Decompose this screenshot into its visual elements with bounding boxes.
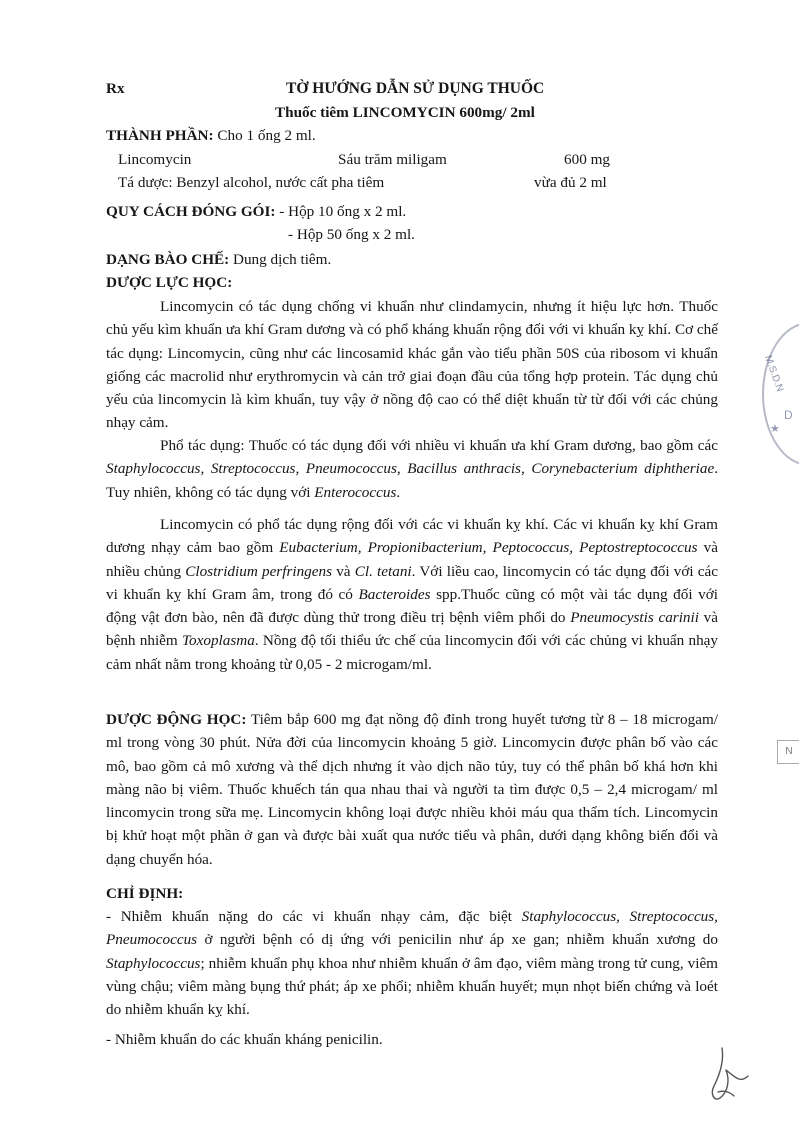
packaging-option-2: - Hộp 50 ống x 2 ml. — [288, 226, 415, 243]
text-run: ở người bệnh có dị ứng với penicilin như áp xe gan; nhiễm khuẩn xương do — [197, 931, 718, 949]
stamp-text: M.S.D.N — [762, 354, 786, 394]
text-run-italic: Pneumocystis carinii — [570, 609, 699, 627]
text-run-italic: Toxoplasma — [181, 632, 255, 650]
packaging-heading: QUY CÁCH ĐÓNG GÓI: — [106, 203, 276, 220]
dosage-form-text: Dung dịch tiêm. — [229, 251, 332, 268]
pharmacokinetics-paragraph — [106, 708, 718, 871]
text-run-italic: Staphylococcus — [106, 954, 201, 972]
text-run: Phổ tác dụng: Thuốc có tác dụng đối với nhiều vi khuẩn ưa khí Gram dương, bao gồm các — [160, 437, 718, 454]
text-run: và — [332, 562, 355, 580]
packaging-option-1: - Hộp 10 ống x 2 ml. — [275, 203, 407, 220]
text-run-italic: Staphylococcus, Streptococcus, Pneumococcus — [106, 908, 718, 949]
text-run: Lincomycin có phổ tác dụng rộng đối với các vi khuẩn kỵ khí. Các vi khuẩn kỵ khí Gram dương nhạy cảm bao gồm — [106, 516, 718, 557]
text-run-italic: Cl. tetani — [354, 562, 412, 580]
text-run-italic: Bacteroides — [358, 585, 431, 603]
text-run: spp.Thuốc cũng có một vài tác dụng đối với động vật đơn bào, nên đã được dùng thử trong điều trị bệnh viêm phổi do — [106, 585, 718, 627]
pharmacodynamics-paragraph-3 — [106, 513, 718, 676]
composition-row-1-name: Lincomycin — [118, 151, 192, 168]
composition-row-2-amount: vừa đủ 2 ml — [534, 174, 607, 191]
stamp-star-icon: ★ — [770, 423, 780, 435]
text-run: . Với liều cao, lincomycin có tác dụng đối với các vi khuẩn kỵ khí Gram âm, trong đó có — [106, 562, 719, 603]
pharmacokinetics-text: Tiêm bắp 600 mg đạt nồng độ đỉnh trong huyết tương từ 8 – 18 microgam/ ml trong vòng 30 phút. Nửa đời của lincomycin khoảng 5 giờ. Lincomycin được phân bố vào các mô, bao gồm cả mô xương và thể dịch nhưng ít vào dịch não tủy, tuy có thể phân bố khá hơn khi màng não bị viêm. Thuốc khuếch tán qua nhau thai và người ta tìm được 0,5 – 2,4 microgam/ ml lincomycin trong sữa mẹ. Lincomycin không loại được nhiều khỏi máu qua thẩm tích. Lincomycin bị khử hoạt một phần ở gan và được bài xuất qua nước tiểu và phân, dưới dạng không biến đổi và dạng chuyển hóa. — [106, 711, 718, 868]
composition-row-1-amount: 600 mg — [564, 151, 610, 168]
text-run: - Nhiễm khuẩn nặng do các vi khuẩn nhạy cảm, đặc biệt — [106, 908, 522, 925]
text-run-italic: Staphylococcus, Streptococcus, Pneumococcus, Bacillus anthracis, Corynebacterium diphtheriae — [106, 460, 715, 478]
indications-heading: CHỈ ĐỊNH: — [106, 885, 184, 902]
text-run: . Nồng độ tối thiểu ức chế của lincomycin đối với các chủng vi khuẩn nhạy cảm nhất nằm trong khoảng từ 0,05 - 2 microgam/ml. — [106, 632, 718, 673]
side-mark: N — [777, 740, 799, 764]
dosage-form-heading: DẠNG BÀO CHẾ: — [106, 251, 230, 268]
document-subtitle: Thuốc tiêm LINCOMYCIN 600mg/ 2ml — [275, 104, 535, 121]
indication-item-1 — [106, 905, 718, 1021]
pharmacodynamics-paragraph-1: Lincomycin có tác dụng chống vi khuẩn như clindamycin, nhưng ít hiệu lực hơn. Thuốc chủ yếu kìm khuẩn ưa khí Gram dương và có phổ kháng khuẩn rộng đối với vi khuẩn kỵ khí. Cơ chế tác dụng: Lincomycin, cũng như các lincosamid khác gắn vào tiểu phần 50S của ribosom vi khuẩn giống các macrolid như erythromycin và cản trở giai đoạn đầu của tổng hợp protein. Tác dụng chủ yếu của lincomycin là kìm khuẩn, tuy vậy ở nồng độ cao có thể diệt khuẩn từ từ đối với các chủng nhạy cảm. — [106, 298, 718, 432]
text-run: ; nhiễm khuẩn phụ khoa như nhiễm khuẩn ở âm đạo, viêm màng trong tử cung, viêm vùng chậu; viêm màng bụng thứ phát; áp xe phổi; nhiễm khuẩn huyết; mụn nhọt biến chứng và loét do nhiễm khuẩn kỵ khí. — [106, 954, 718, 1019]
composition-row-1-words: Sáu trăm miligam — [338, 151, 447, 168]
text-run: và nhiều chủng — [106, 539, 718, 580]
composition-line — [106, 124, 316, 147]
text-run-italic: Clostridium perfringens — [185, 562, 333, 580]
text-run-italic: Enterococcus — [314, 483, 397, 501]
handwritten-signature — [700, 1040, 760, 1110]
dosage-form-line — [106, 248, 331, 271]
pharmacodynamics-heading: DƯỢC LỰC HỌC: — [106, 274, 233, 291]
text-run: . Tuy nhiên, không có tác dụng với — [106, 460, 718, 501]
pharmacodynamics-paragraph-2 — [106, 434, 718, 504]
rx-mark: Rx — [106, 80, 125, 97]
text-run-italic: Eubacterium, Propionibacterium, Peptococcus, Peptostreptococcus — [279, 539, 698, 557]
composition-heading: THÀNH PHẦN: — [106, 127, 214, 144]
stamp-letter: D — [784, 408, 793, 422]
pharmacokinetics-heading: DƯỢC ĐỘNG HỌC: — [106, 711, 247, 728]
text-run: và bệnh nhiễm — [106, 609, 718, 650]
text-run: . — [396, 483, 401, 501]
composition-text: Cho 1 ống 2 ml. — [213, 127, 316, 144]
packaging-line-1 — [106, 200, 406, 223]
document-title: TỜ HƯỚNG DẪN SỬ DỤNG THUỐC — [286, 80, 545, 97]
composition-row-2-name: Tá dược: Benzyl alcohol, nước cất pha tiêm — [118, 174, 385, 191]
indication-item-2: - Nhiễm khuẩn do các khuẩn kháng penicilin. — [106, 1031, 383, 1048]
